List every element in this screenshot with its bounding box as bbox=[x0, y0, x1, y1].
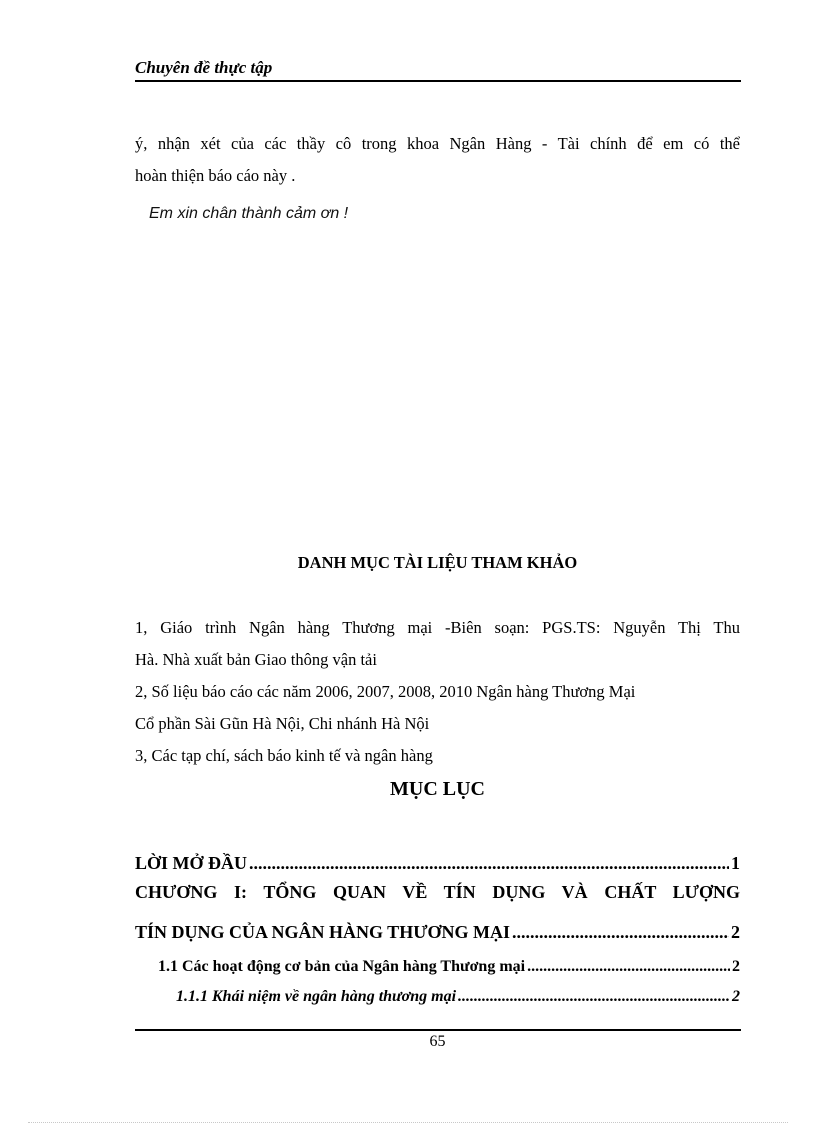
toc-entry-page: 2 bbox=[731, 922, 740, 942]
reference-item-1-line-1: 1, Giáo trình Ngân hàng Thương mại -Biên soạn: PGS.TS: Nguyễn Thị Thu bbox=[135, 618, 740, 637]
toc-title: MỤC LỤC bbox=[390, 778, 485, 800]
reference-item-2-line-1: 2, Số liệu báo cáo các năm 2006, 2007, 2008, 2010 Ngân hàng Thương Mại bbox=[135, 682, 636, 701]
toc-entry-page: 2 bbox=[732, 958, 740, 975]
toc-entry-label: TÍN DỤNG CỦA NGÂN HÀNG THƯƠNG MẠI bbox=[135, 922, 511, 942]
toc-leader-dots bbox=[249, 853, 729, 874]
reference-item-2-line-2: Cổ phần Sài Gũn Hà Nội, Chi nhánh Hà Nội bbox=[135, 714, 430, 733]
toc-entry-loi-mo-dau[interactable] bbox=[135, 853, 740, 874]
header-rule bbox=[135, 80, 741, 82]
footer-rule bbox=[135, 1029, 741, 1031]
toc-entry-1-1-1[interactable] bbox=[176, 988, 740, 1006]
reference-item-1-line-2: Hà. Nhà xuất bản Giao thông vận tải bbox=[135, 650, 377, 669]
toc-entry-chuong-1-line-1[interactable]: CHƯƠNG I: TỔNG QUAN VỀ TÍN DỤNG VÀ CHẤT LƯỢNG bbox=[135, 882, 740, 902]
intro-line-2: hoàn thiện báo cáo này . bbox=[135, 166, 296, 185]
toc-entry-chuong-1-line-2[interactable] bbox=[135, 922, 740, 943]
intro-line-1: ý, nhận xét của các thầy cô trong khoa Ngân Hàng - Tài chính để em có thể bbox=[135, 134, 740, 153]
page-number: 65 bbox=[429, 1033, 446, 1050]
page-header-title: Chuyên đề thực tập bbox=[135, 58, 273, 77]
toc-leader-dots bbox=[512, 922, 729, 943]
toc-entry-page: 1 bbox=[731, 853, 740, 873]
reference-item-3: 3, Các tạp chí, sách báo kinh tế và ngân hàng bbox=[135, 746, 433, 765]
toc-entry-1-1[interactable] bbox=[158, 958, 740, 976]
toc-entry-page: 2 bbox=[732, 988, 740, 1005]
references-title: DANH MỤC TÀI LIỆU THAM KHẢO bbox=[297, 553, 578, 572]
toc-entry-label: LỜI MỞ ĐẦU bbox=[135, 853, 247, 873]
toc-entry-label: 1.1 Các hoạt động cơ bản của Ngân hàng Thương mại bbox=[158, 958, 526, 975]
thanks-line: Em xin chân thành cảm ơn ! bbox=[149, 205, 349, 222]
toc-entry-label: 1.1.1 Khái niệm về ngân hàng thương mại bbox=[176, 988, 457, 1005]
toc-leader-dots bbox=[527, 958, 730, 976]
toc-leader-dots bbox=[458, 988, 730, 1006]
